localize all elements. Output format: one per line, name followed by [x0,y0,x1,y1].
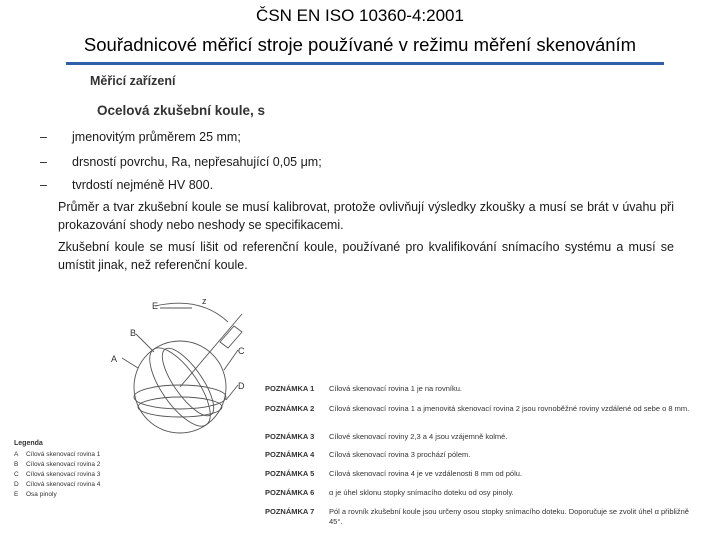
legend-key: B [14,461,19,468]
note-text: Cílová skenovací rovina 4 je ve vzdálenosti 8 mm od pólu. [329,469,523,478]
leader-a [122,358,138,368]
legend-key: C [14,471,19,478]
note-text: Cílová skenovací rovina 3 prochází pólem. [329,450,471,459]
legend-title: Legenda [14,440,43,447]
label-c: C [238,346,245,356]
note-key: POZNÁMKA 5 [265,469,315,478]
stylus-shank [220,326,242,348]
bullet-item [40,130,241,144]
bullet-text: tvrdostí nejméně HV 800. [72,178,214,192]
legend [14,440,100,500]
note-key: POZNÁMKA 4 [265,450,315,459]
leader-c [224,350,238,370]
angle-arc [155,303,228,322]
note-text: α je úhel sklonu stopky snímacího doteku od osy pinoly. [329,488,514,497]
title-underline [66,62,664,65]
bullet-item [40,178,213,192]
legend-item [14,460,100,470]
slide-title: ČSN EN ISO 10360-4:2001 [256,6,464,25]
leader-b [136,334,154,352]
note-text: Cílové skenovací roviny 2,3 a 4 jsou vzájemně kolmé. [329,432,508,441]
note-text: Cílová skenovací rovina 1 a jmenovitá skenovací rovina 2 jsou rovnoběžné roviny vzdálené od sebe o 8 mm. [329,404,690,413]
leader-d [226,385,238,400]
label-b: B [130,328,137,338]
bullet-text: drsností povrchu, Ra, nepřesahující 0,05 μm; [72,155,322,169]
note-key: POZNÁMKA 3 [265,432,315,441]
bullet-dash: – [40,130,47,144]
note-key: POZNÁMKA 6 [265,488,315,497]
slide-subtitle: Souřadnicové měřicí stroje používané v režimu měření skenováním [83,34,637,55]
legend-item [14,450,100,460]
label-d: D [238,381,245,391]
legend-key: D [14,481,19,488]
legend-item [14,490,100,500]
bullet-text: jmenovitým průměrem 25 mm; [72,130,241,144]
note-key: POZNÁMKA 1 [265,384,315,393]
legend-text: Osa pinoly [26,491,57,498]
legend-text: Cílová skenovací rovina 3 [26,471,101,478]
legend-item [14,470,100,480]
legend-text: Cílová skenovací rovina 2 [26,461,101,468]
legend-key: E [14,491,19,498]
paragraph: Průměr a tvar zkušební koule se musí kalibrovat, protože ovlivňují výsledky zkoušky a musí se brát v úvahu při prokazování shody nebo neshody se specifikacemi. [58,200,674,232]
stylus-axis [180,314,242,387]
bullet-item [40,155,322,169]
test-sphere-diagram [100,292,265,442]
paragraph: Zkušební koule se musí lišit od referenční koule, používané pro kvalifikování snímacího systému a musí se umístit jinak, než referenční koule. [58,240,674,272]
bullet-dash: – [40,155,47,169]
section-subheading: Ocelová zkušební koule, s [97,103,266,118]
note-key: POZNÁMKA 2 [265,404,315,413]
label-e: E [152,301,159,311]
legend-text: Cílová skenovací rovina 4 [26,481,101,488]
legend-text: Cílová skenovací rovina 1 [26,451,101,458]
note-key: POZNÁMKA 7 [265,507,315,516]
label-z: z [202,296,207,306]
section-heading: Měřicí zařízení [90,74,176,88]
label-a: A [111,354,118,364]
note-text: Pól a rovník zkušební koule jsou určeny osou stopky snímacího doteku. Doporučuje se zvolit úhel α přibližně 45°. [329,507,689,526]
legend-key: A [14,451,19,458]
note-text: Cílová skenovací rovina 1 je na rovníku. [329,384,462,393]
legend-item [14,480,100,490]
bullet-dash: – [40,178,47,192]
